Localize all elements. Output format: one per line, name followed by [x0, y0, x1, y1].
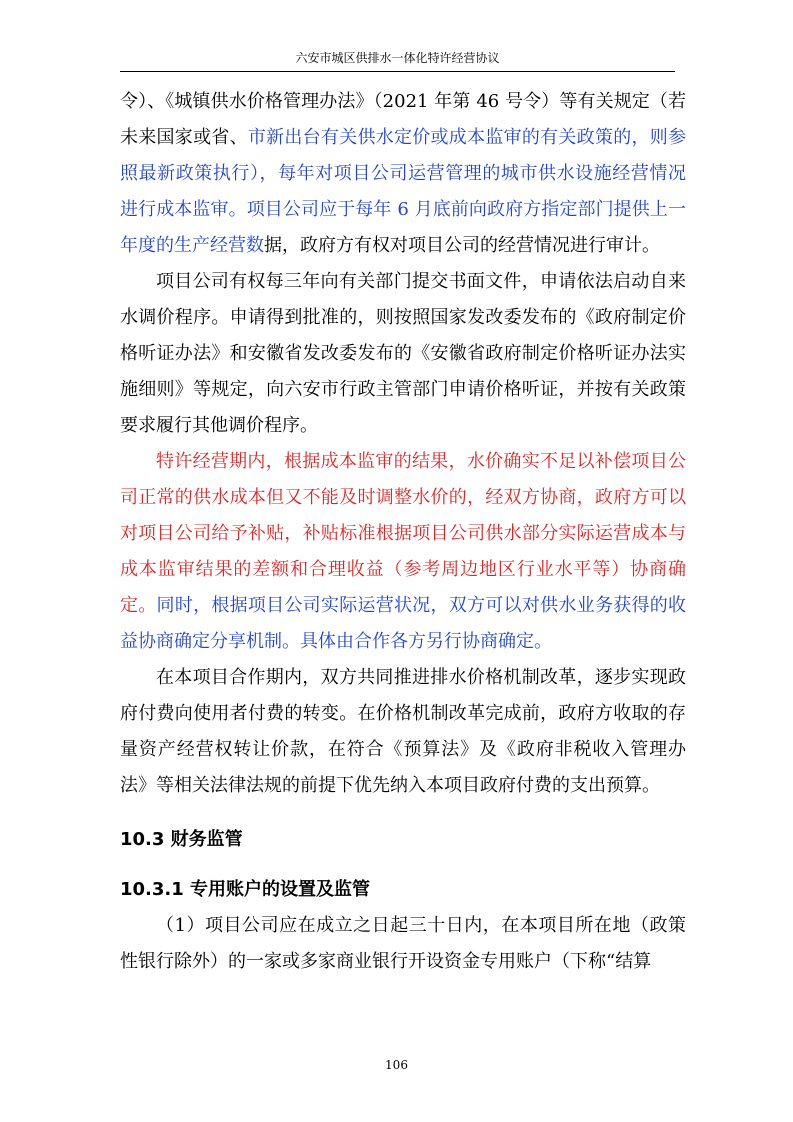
text-segment: 在本项目合作期内，双方共同推进排水价格机制改革，逐步实现政府付费向使用者付费的转变。在价格机制改革完成前，政府方收取的存量资产经营权转让价款，在符合《预算法》及《政府非税收入管理办法》等相关法律法规的前提下优先纳入本项目政府付费的支出预算。: [120, 667, 686, 796]
text-segment-red: 特许经营期内，根据成本监审的结果，水价确实不足以补偿项目公司正常的供水成本但又不能及时调整水价的，经双方协商，政府方可以对项目公司给予补贴，补贴标准根据项目公司供水部分实际运营成本与成本监审结果的差额和合理收益（参考周边地区行业水平等）协商确定。: [120, 451, 686, 616]
section-heading: 10.3 财务监管: [120, 829, 243, 850]
document-body: [120, 84, 686, 980]
paragraph-cost-review: [120, 84, 686, 264]
text-segment: 项目公司有权每三年向有关部门提交书面文件，申请依法启动自来水调价程序。申请得到批准的，则按照国家发改委发布的《政府制定价格听证办法》和安徽省发改委发布的《安徽省政府制定价格听证办法实施细则》等规定，向六安市行政主管部门申请价格听证，并按有关政策要求履行其他调价程序。: [120, 271, 686, 436]
header-divider: [120, 71, 675, 72]
paragraph-price-adjustment: [120, 264, 686, 444]
subsection-heading: 10.3.1 专用账户的设置及监管: [120, 879, 371, 900]
running-header: 六安市城区供排水一体化特许经营协议: [295, 51, 500, 65]
paragraph-subsidy: [120, 444, 686, 660]
text-segment: 令）、《城镇供水价格管理办法》（2021 年第 46 号令）等有关规定（若未来国家或省、: [120, 91, 686, 148]
page-number: 106: [385, 1058, 408, 1072]
paragraph-account-setup: （1）项目公司应在成立之日起三十日内，在本项目所在地（政策性银行除外）的一家或多家商业银行开设资金专用账户（下称“结算: [120, 915, 686, 972]
text-segment-blue: 同时，根据项目公司实际运营状况，双方可以对供水业务获得的收益协商确定分享机制。具体由合作各方另行协商确定。: [120, 595, 687, 652]
text-segment: 据，政府方有权对项目公司的经营情况进行审计。: [264, 235, 660, 256]
paragraph-drainage-reform: [120, 660, 686, 804]
text-segment-blue: 市新出台有关供水定价或成本监审的有关政策的，则参照最新政策执行），每年对项目公司运营管理的城市供水设施经营情况进行成本监审。项目公司应于每年 6 月底前向政府方指定部门提供上一年度的生产经营数: [120, 127, 687, 256]
